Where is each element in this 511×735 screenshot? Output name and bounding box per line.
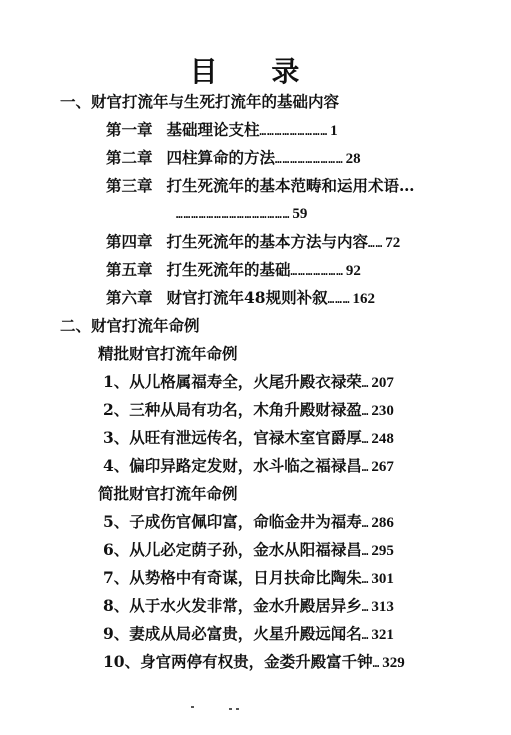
chapter-title: 打生死流年的基本方法与内容 bbox=[166, 232, 369, 251]
chapter-title: 财官打流年48规则补叙 bbox=[166, 288, 328, 307]
page-number: 207 bbox=[371, 375, 394, 391]
toc-entry-10[interactable] bbox=[103, 652, 405, 674]
entry-title: 7、从势格中有奇谋，日月扶命比陶朱 bbox=[103, 568, 362, 587]
toc-entry-7[interactable] bbox=[103, 568, 394, 590]
entry-title: 6、从儿必定荫子孙，金水从阳福禄昌 bbox=[103, 540, 362, 559]
section-heading-2: 二、财官打流年命例 bbox=[60, 316, 200, 335]
page-number: 301 bbox=[371, 571, 394, 587]
page-number: 59 bbox=[292, 206, 308, 222]
page-number: 1 bbox=[330, 123, 338, 139]
leader-dots: … bbox=[361, 573, 370, 586]
leader-dots: … bbox=[361, 629, 370, 642]
leader-dots: … bbox=[361, 405, 370, 418]
chapter-label: 第五章 bbox=[106, 260, 153, 279]
leader-dots: … bbox=[361, 377, 370, 390]
leader-dots: ……………………………………… bbox=[176, 208, 291, 221]
toc-chapter-2[interactable] bbox=[106, 148, 361, 170]
toc-chapter-5[interactable] bbox=[106, 260, 361, 282]
leader-dots: ……………………… bbox=[259, 125, 329, 138]
page-title: 目 录 bbox=[189, 55, 322, 88]
page-number: 313 bbox=[371, 599, 394, 615]
scan-speck bbox=[191, 706, 194, 708]
scan-speck bbox=[229, 708, 232, 710]
toc-entry-8[interactable] bbox=[103, 596, 394, 618]
toc-entry-3[interactable] bbox=[103, 428, 394, 450]
toc-chapter-1[interactable] bbox=[106, 120, 338, 142]
leader-dots: … bbox=[361, 545, 370, 558]
group-heading-brief: 简批财官打流年命例 bbox=[98, 484, 238, 503]
toc-entry-4[interactable] bbox=[103, 456, 394, 478]
entry-title: 8、从于水火发非常，金水升殿居异乡 bbox=[103, 596, 362, 615]
leader-dots: … bbox=[361, 433, 370, 446]
chapter-title: 打生死流年的基本范畴和运用术语… bbox=[166, 176, 415, 195]
scan-speck bbox=[236, 708, 239, 710]
chapter-label: 第一章 bbox=[106, 120, 153, 139]
entry-title: 3、从旺有泄远传名，官禄木室官爵厚 bbox=[103, 428, 362, 447]
leader-dots: ………………… bbox=[290, 265, 344, 278]
page-number: 248 bbox=[371, 431, 394, 447]
page-number: 286 bbox=[371, 515, 394, 531]
chapter-label: 第四章 bbox=[106, 232, 153, 251]
leader-dots: ……………………… bbox=[275, 153, 344, 166]
leader-dots: …… bbox=[368, 237, 384, 250]
leader-dots: … bbox=[361, 461, 370, 474]
entry-title: 10、身官两停有权贵，金娄升殿富千钟 bbox=[103, 652, 373, 671]
page-number: 267 bbox=[371, 459, 394, 475]
page-number: 295 bbox=[371, 543, 394, 559]
entry-title: 5、子成伤官佩印富，命临金井为福寿 bbox=[103, 512, 362, 531]
toc-chapter-4[interactable] bbox=[106, 232, 400, 254]
page-number: 162 bbox=[352, 291, 375, 307]
toc-chapter-3-continuation[interactable] bbox=[176, 204, 307, 225]
toc-entry-1[interactable] bbox=[103, 372, 394, 394]
group-heading-detailed: 精批财官打流年命例 bbox=[98, 344, 238, 363]
leader-dots: … bbox=[361, 517, 370, 530]
toc-chapter-6[interactable] bbox=[106, 288, 375, 310]
entry-title: 2、三种从局有功名，木角升殿财禄盈 bbox=[103, 400, 362, 419]
chapter-title: 四柱算命的方法 bbox=[166, 148, 276, 167]
entry-title: 1、从儿格属福寿全，火尾升殿衣禄荣 bbox=[103, 372, 362, 391]
page-number: 329 bbox=[382, 655, 405, 671]
leader-dots: ……… bbox=[327, 293, 351, 306]
chapter-label: 第六章 bbox=[106, 288, 153, 307]
leader-dots: … bbox=[361, 601, 370, 614]
toc-chapter-3[interactable] bbox=[106, 176, 415, 196]
page-number: 72 bbox=[385, 235, 401, 251]
toc-entry-2[interactable] bbox=[103, 400, 394, 422]
page-number: 28 bbox=[345, 151, 361, 167]
chapter-label: 第三章 bbox=[106, 176, 153, 195]
page-number: 230 bbox=[371, 403, 394, 419]
toc-entry-5[interactable] bbox=[103, 512, 394, 534]
entry-title: 4、偏印异路定发财，水斗临之福禄昌 bbox=[103, 456, 362, 475]
entry-title: 9、妻成从局必富贵，火星升殿远闻名 bbox=[103, 624, 362, 643]
toc-entry-6[interactable] bbox=[103, 540, 394, 562]
chapter-title: 打生死流年的基础 bbox=[166, 260, 291, 279]
chapter-label: 第二章 bbox=[106, 148, 153, 167]
section-heading-1: 一、财官打流年与生死打流年的基础内容 bbox=[60, 92, 340, 111]
page-number: 92 bbox=[345, 263, 361, 279]
page-number: 321 bbox=[371, 627, 394, 643]
leader-dots: … bbox=[372, 657, 381, 670]
toc-entry-9[interactable] bbox=[103, 624, 394, 646]
chapter-title: 基础理论支柱 bbox=[166, 120, 260, 139]
